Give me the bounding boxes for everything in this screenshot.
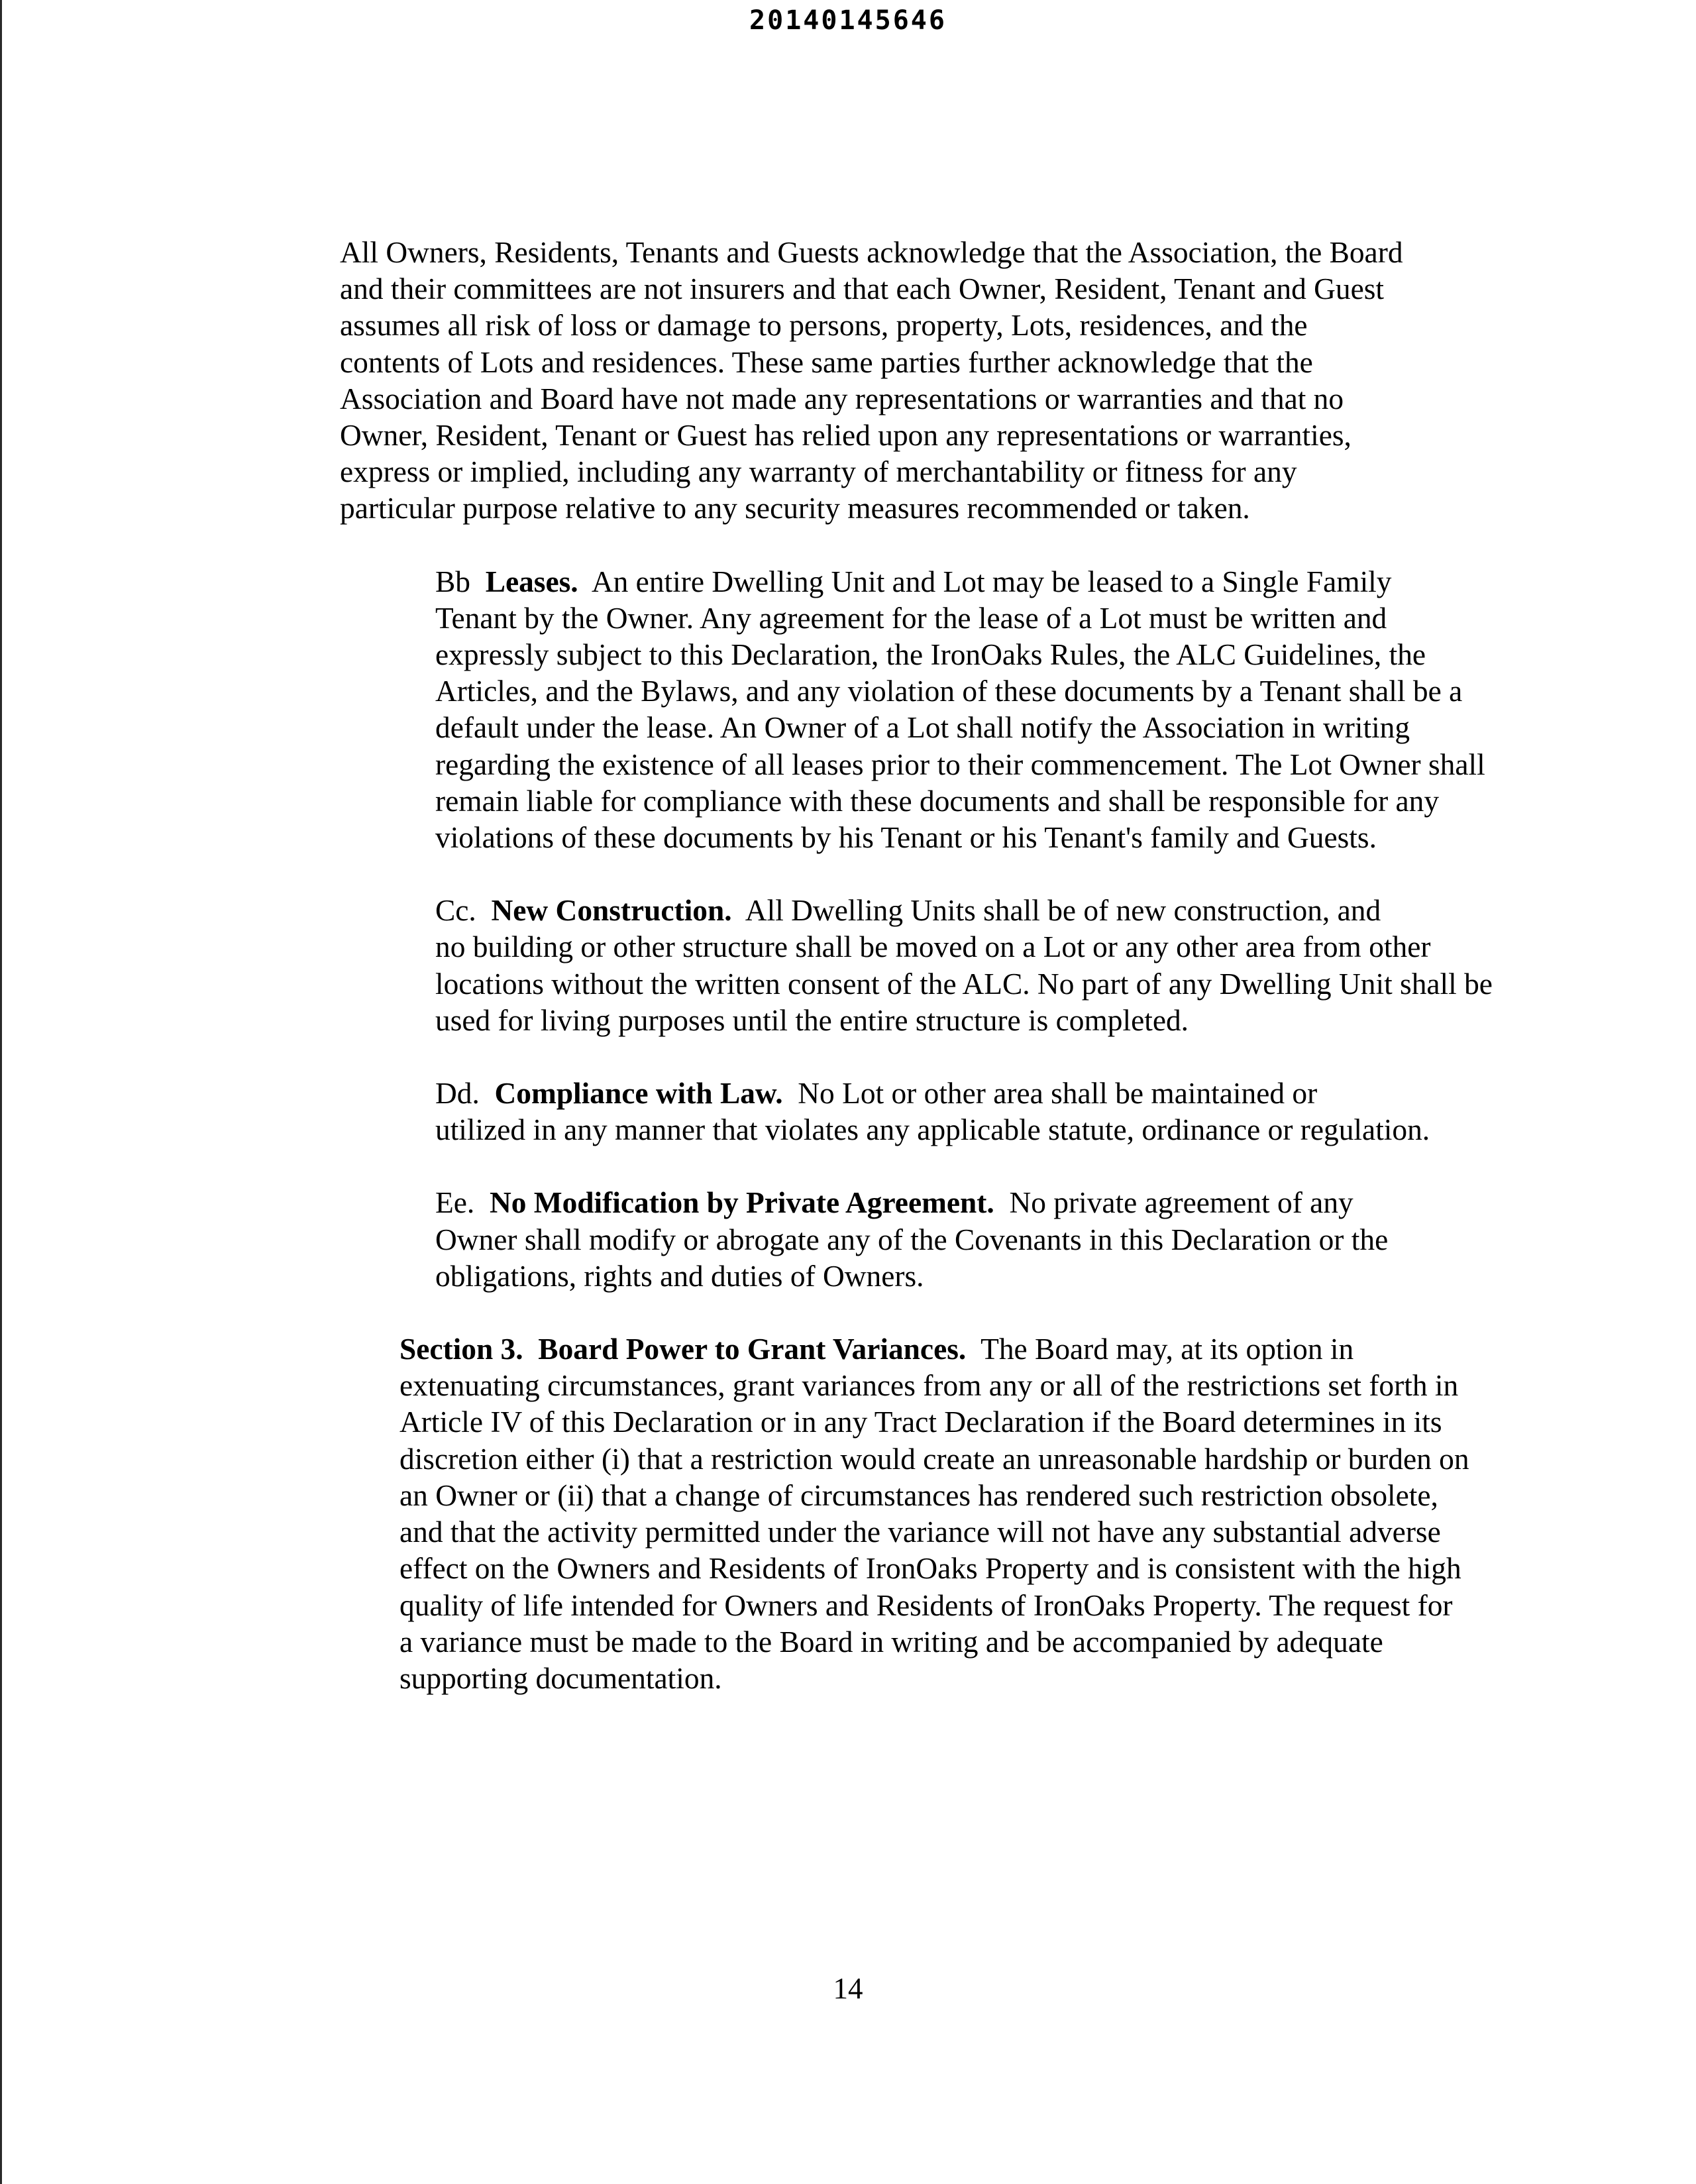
text-line: An entire Dwelling Unit and Lot may be leased to a Single Family (591, 565, 1392, 598)
text-line: assumes all risk of loss or damage to persons, property, Lots, residences, and the (340, 309, 1308, 343)
paragraph-heading: New Construction. (491, 894, 732, 928)
text-line: Articles, and the Bylaws, and any violation of these documents by a Tenant shall be a (435, 675, 1463, 708)
text-line: and their committees are not insurers and that each Owner, Resident, Tenant and Guest (340, 272, 1385, 306)
text-line: No private agreement of any (1009, 1186, 1353, 1220)
paragraph-no-modification (340, 1185, 1479, 1295)
text-line: Tenant by the Owner. Any agreement for the lease of a Lot must be written and (435, 601, 1387, 635)
text-line: Association and Board have not made any representations or warranties and that no (340, 382, 1344, 415)
text-line: effect on the Owners and Residents of IronOaks Property and is consistent with the high (399, 1552, 1461, 1586)
text-line: express or implied, including any warranty of merchantability or fitness for any (340, 455, 1297, 489)
paragraph-label: Cc. (435, 894, 476, 928)
text-line: an Owner or (ii) that a change of circumstances has rendered such restriction obsolete, (399, 1478, 1438, 1512)
section-label: Section 3. (399, 1333, 523, 1366)
text-line: All Owners, Residents, Tenants and Guests acknowledge that the Association, the Board (340, 236, 1403, 269)
text-line: locations without the written consent of the ALC. No part of any Dwelling Unit shall be (435, 967, 1493, 1001)
paragraph-section-3 (340, 1331, 1479, 1697)
text-line: contents of Lots and residences. These same parties further acknowledge that the (340, 345, 1313, 379)
text-line: default under the lease. An Owner of a Lot shall notify the Association in writing (435, 711, 1410, 745)
text-line: obligations, rights and duties of Owners. (435, 1259, 924, 1293)
text-line: The Board may, at its option in (980, 1333, 1354, 1366)
paragraph-compliance-with-law (340, 1075, 1479, 1148)
paragraph-heading: No Modification by Private Agreement. (489, 1186, 994, 1220)
page-number: 14 (833, 1972, 863, 2005)
text-line: Article IV of this Declaration or in any Tract Declaration if the Board determines in its (399, 1405, 1442, 1439)
text-line: particular purpose relative to any security measures recommended or taken. (340, 492, 1250, 525)
text-line: remain liable for compliance with these documents and shall be responsible for any (435, 784, 1440, 818)
text-line: regarding the existence of all leases prior to their commencement. The Lot Owner shall (435, 747, 1485, 781)
paragraph-heading: Leases. (485, 565, 578, 598)
paragraph-new-construction (340, 893, 1493, 1039)
text-line: quality of life intended for Owners and Residents of IronOaks Property. The request for (399, 1588, 1453, 1622)
text-line: a variance must be made to the Board in writing and be accompanied by adequate (399, 1625, 1383, 1659)
text-line: Owner shall modify or abrogate any of the Covenants in this Declaration or the (435, 1223, 1389, 1256)
paragraph-insurers-disclaimer (340, 235, 1479, 527)
paragraph-heading: Compliance with Law. (494, 1077, 783, 1111)
text-line: discretion either (i) that a restriction would create an unreasonable hardship or burden on (399, 1442, 1469, 1476)
text-line: and that the activity permitted under the variance will not have any substantial adverse (399, 1515, 1441, 1549)
text-line: supporting documentation. (399, 1661, 722, 1695)
text-line: No Lot or other area shall be maintained or (798, 1077, 1318, 1111)
text-line: extenuating circumstances, grant variances from any or all of the restrictions set forth in (399, 1369, 1459, 1403)
paragraph-label: Ee. (435, 1186, 475, 1220)
text-line: violations of these documents by his Tenant or his Tenant's family and Guests. (435, 821, 1377, 855)
text-line: no building or other structure shall be moved on a Lot or any other area from other (435, 930, 1431, 964)
scan-edge-border (0, 0, 2, 2184)
text-line: utilized in any manner that violates any applicable statute, ordinance or regulation. (435, 1113, 1430, 1147)
paragraph-leases (340, 564, 1485, 857)
paragraph-label: Bb (435, 565, 470, 598)
document-number: 20140145646 (749, 5, 947, 36)
text-line: All Dwelling Units shall be of new construction, and (745, 894, 1381, 928)
paragraph-label: Dd. (435, 1077, 480, 1111)
text-line: expressly subject to this Declaration, the IronOaks Rules, the ALC Guidelines, the (435, 638, 1426, 672)
text-line: Owner, Resident, Tenant or Guest has relied upon any representations or warranties, (340, 419, 1352, 453)
document-body (340, 235, 1493, 1733)
text-line: used for living purposes until the entire structure is completed. (435, 1003, 1189, 1037)
section-heading: Board Power to Grant Variances. (538, 1333, 967, 1366)
